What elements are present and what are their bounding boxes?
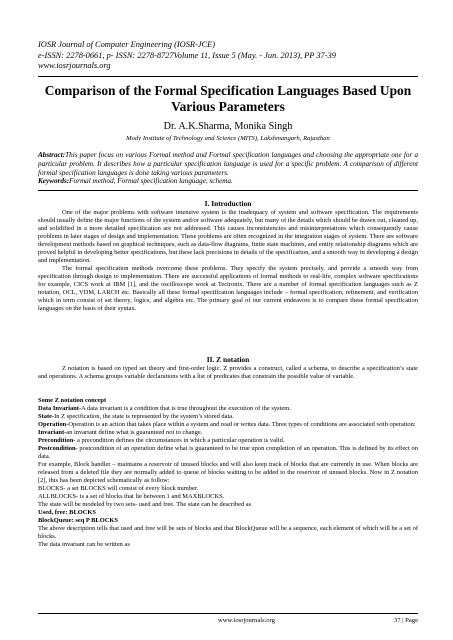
journal-name: IOSR Journal of Computer Engineering (IOSR-JCE) bbox=[38, 40, 216, 49]
introduction-body bbox=[38, 209, 418, 313]
paper-title: Comparison of the Formal Specification Languages Based Upon Various Parameters bbox=[44, 83, 412, 114]
state-model-text: The state will be modeled by two sets- used and free. The state can be described as bbox=[38, 501, 252, 509]
description-text: The above description tells that used and free will be sets of blocks and that BlockQueue will be a sequence, each element of which will be a set of blocks. bbox=[38, 525, 418, 541]
section-heading-introduction: I. Introduction bbox=[204, 199, 252, 208]
abstract-label: Abstract: bbox=[38, 151, 66, 159]
page-number: 37 | Page bbox=[393, 617, 418, 624]
abstract-rule bbox=[38, 190, 418, 191]
abstract bbox=[38, 151, 418, 177]
journal-issn: e-ISSN: 2278-0661, p- ISSN: 2278-8727Volume 11, Issue 5 (May. - Jun. 2013), PP 37-39 bbox=[38, 50, 336, 60]
abstract-text: This paper focus on various Formal method and Formal specification languages and choosing the appropriate one for a particular problem. It describes how a particular specification language is used for a specific problem. A comparison of different formal specification languages is done taking various parameters. bbox=[38, 151, 418, 177]
header-rule bbox=[38, 76, 418, 77]
z-concepts bbox=[38, 397, 418, 549]
precondition-item: Precondition- a precondition defines the circumstances in which a particular operation is valid. bbox=[38, 437, 285, 445]
section-heading-z-notation: II. Z notation bbox=[206, 355, 250, 364]
keywords-label: Keywords: bbox=[38, 177, 70, 185]
paper-authors: Dr. A.K.Sharma, Monika Singh bbox=[163, 121, 293, 132]
intro-paragraph-1: One of the major problems with software intensive system is the inadequacy of system and software specification. The requirements should usually define the major functions of the system and/or software adequately, but many of the details which should be drawn out, cleaned up, and solidified in a more detailed specification are not addressed. This causes inconsistencies and misinterpretations which consequently cause problems in later stages of design and implementation. These problems are often recognized in the integration stages of system. There are software development methods based on graphical techniques, such as data-flow diagrams, finite state machines, and entity relationship diagrams which are proved helpful in developing better specifications, but these lack precisions in details of the specification, and a smooth way in developing a design and implementation. bbox=[38, 209, 418, 265]
blockqueue-declaration: BlockQueue: seq P BLOCKS bbox=[38, 517, 118, 525]
z-concepts-heading: Some Z notation concept bbox=[38, 397, 107, 404]
allblocks-definition: ALLBLOCKS- is a set of blocks that lie between 1 and MAXBLOCKS. bbox=[38, 493, 225, 501]
journal-url: www.iosrjournals.org bbox=[38, 61, 111, 71]
journal-header bbox=[38, 40, 418, 72]
keywords bbox=[38, 177, 418, 186]
state-item: State-In Z specification, the state is represented by the system’s stored data. bbox=[38, 413, 234, 421]
operation-item: Operation-Operation is an action that takes place within a system and read or writes data. Three types of conditions are associated with operation: bbox=[38, 421, 416, 429]
postcondition-item: Postcondition- postcondition of an operation define what is guaranteed to be true upon completion of an operation. This is defined by its effect on data. bbox=[38, 445, 418, 461]
keywords-text: Formal method, Formal specification language, schema. bbox=[69, 177, 233, 185]
z-notation-paragraph: Z notation is based on typed set theory and first-order logic. Z provides a construct, called a schema, to describe a specification’s state and operations. A schema groups variable declarations with a list of predicates that constrain the possible value of variable. bbox=[38, 365, 418, 381]
invariant-text: The data invariant can be written as bbox=[38, 541, 130, 549]
footer-rule bbox=[38, 613, 418, 614]
invariant-item: Invariant-an invariant define what is guaranteed not to change. bbox=[38, 429, 203, 437]
z-notation-body bbox=[38, 365, 418, 381]
data-invariant-item: Data Invariant-A data invariant is a condition that is true throughout the execution of the system. bbox=[38, 405, 291, 413]
block-handler-example: For example, Block handler – maintains a reservoir of unused blocks and will also keep track of blocks that are currently in use. When blocks are released from a deleted file they are normally added to queue of blocks waiting to be added to the reservoir of unused blocks. Now in Z notation [2], this has been depicted schematically as follow: bbox=[38, 461, 418, 485]
paper-affiliation: Mody Institute of Technology and Science (MITS), Lakshmangarh, Rajasthan bbox=[126, 135, 330, 142]
used-free-declaration: Used, free: BLOCKS bbox=[38, 509, 96, 517]
blocks-definition: BLOCKS- a set BLOCKS will consist of every block number. bbox=[38, 485, 199, 493]
intro-paragraph-2: The formal specification methods overcome these problems. They specify the system precisely, and provide a smooth way from specification through design to implementation. There are successful applications of formal methods to real-life, complex software specifications for example, CICS work at IBM [1], and the oscilloscope work at Tectronix. There are a number of formal specification languages such as Z notation, OCL, VDM, LARCH etc. Basically all these formal specification languages include – formal specification, refinement, and verification which in term consist of set theory, logics, and algebra etc. The primary goal of our current endeavors is to compare these formal specification languages on the basis of their syntax. bbox=[38, 265, 418, 313]
footer-url[interactable]: www.iosrjournals.org bbox=[218, 617, 275, 624]
